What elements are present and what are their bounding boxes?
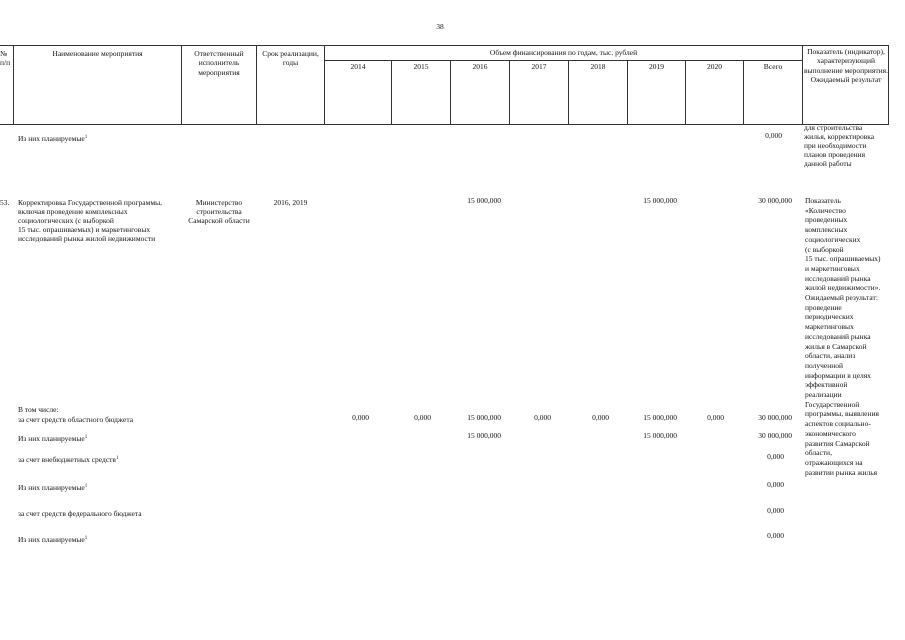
indicator-line: области, анализ: [805, 351, 856, 361]
regional-2018: 0,000: [592, 413, 609, 422]
indicator-line: полученной: [805, 360, 844, 370]
regional-total: 30 000,000: [758, 413, 792, 422]
indicator-line: аспектов социально-: [805, 419, 871, 429]
planned1-2019: 15 000,000: [643, 431, 677, 440]
item-2016: 15 000,000: [467, 196, 501, 205]
indicator-line: комплексных: [805, 225, 848, 235]
planned2-total: 0,000: [767, 480, 784, 489]
year-2020: 2020: [707, 62, 722, 71]
year-2014: 2014: [350, 62, 366, 71]
federal-label: за счет средств федерального бюджета: [18, 509, 142, 518]
indicator-line: Ожидаемый результат:: [805, 293, 878, 302]
item-term: 2016, 2019: [273, 198, 308, 207]
indicator-line: информации в целях: [805, 370, 871, 380]
header-name: Наименование мероприятия: [52, 49, 143, 58]
item-2019: 15 000,000: [643, 196, 677, 205]
planned1-total: 30 000,000: [758, 431, 792, 440]
indicator-line: при необходимости: [804, 141, 867, 150]
indicator-line: и маркетинговых: [805, 263, 860, 273]
indicator-line: экономического: [805, 428, 856, 438]
indicator-line: социологических: [805, 234, 861, 244]
planned1-2016: 15 000,000: [467, 431, 501, 440]
year-total: Всего: [763, 62, 783, 71]
indicator-line: периодических: [805, 312, 854, 322]
indicator-line: Государственной: [805, 399, 860, 409]
indicator-line: маркетинговых: [805, 322, 854, 332]
indicator-line: отражающихся на: [805, 457, 863, 467]
indicator-line: данной работы: [804, 159, 852, 168]
indicator-line: исследований рынка: [805, 331, 871, 341]
planned3-label: Из них планируемые$^1$: [18, 535, 88, 544]
indicator-line: для строительства: [804, 123, 863, 132]
regional-label: за счет средств областного бюджета: [18, 415, 134, 424]
indicator-line: области,: [805, 448, 832, 458]
responsible-line: Самарской области: [188, 216, 250, 225]
item-name-line: Корректировка Государственной программы,: [18, 198, 163, 207]
header-term: Срок реализации, годы: [262, 49, 319, 68]
header-volume: Объем финансирования по годам, тыс. рублей: [489, 48, 638, 57]
top-planned-label: Из них планируемые$^1$: [18, 134, 88, 143]
indicator-line: развития Самарской: [805, 438, 870, 448]
year-2017: 2017: [531, 62, 547, 71]
item-name-line: социологических (с выборкой: [18, 216, 114, 225]
regional-2017: 0,000: [534, 413, 551, 422]
indicator-line: жилой недвижимости».: [805, 283, 881, 293]
regional-2019: 15 000,000: [643, 413, 677, 422]
item-number: 53.: [0, 198, 10, 207]
regional-2014: 0,000: [352, 413, 369, 422]
indicator-line: (с выборкой: [805, 244, 844, 254]
indicator-line: жилья, корректировка: [804, 132, 875, 141]
item-name-line: исследований рынка жилой недвижимости: [18, 234, 156, 243]
federal-total: 0,000: [767, 506, 784, 515]
indicator-line: эффективной: [805, 380, 848, 390]
incl-label: В том числе:: [18, 405, 59, 414]
indicator-line: 15 тыс. опрашиваемых): [805, 254, 881, 264]
header-indicator: Показатель (индикатор), характеризующий выполнение мероприятия. Ожидаемый результат: [804, 47, 888, 84]
indicator-line: развитии рынка жилья: [805, 467, 878, 477]
planned1-label: Из них планируемые$^1$: [18, 434, 88, 443]
regional-2015: 0,000: [414, 413, 431, 422]
item-total: 30 000,000: [758, 196, 792, 205]
extra-label: за счет внебюджетных средств$^1$: [18, 455, 119, 464]
year-2016: 2016: [472, 62, 488, 71]
year-2015: 2015: [413, 62, 429, 71]
header-num: № п/п: [0, 49, 11, 68]
planned3-total: 0,000: [767, 531, 784, 540]
regional-2016: 15 000,000: [467, 413, 501, 422]
regional-2020: 0,000: [707, 413, 724, 422]
year-2018: 2018: [590, 62, 606, 71]
page-number: 38: [436, 22, 444, 31]
item-name-line: включая проведение комплексных: [18, 207, 128, 216]
header-responsible: Ответственный исполнитель мероприятия: [194, 49, 244, 77]
indicator-line: исследований рынка: [805, 273, 871, 283]
item-name-line: 15 тыс. опрашиваемых) и маркетинговых: [18, 225, 151, 234]
indicator-line: «Количество: [805, 205, 846, 215]
indicator-line: проведенных: [805, 215, 848, 225]
extra-total: 0,000: [767, 452, 784, 461]
responsible-line: Министерство: [195, 198, 243, 207]
indicator-line: жилья в Самарской: [805, 341, 867, 351]
top-planned-total: 0,000: [765, 131, 782, 140]
responsible-line: строительства: [196, 207, 242, 216]
planned2-label: Из них планируемые$^1$: [18, 483, 88, 492]
indicator-line: планов проведения: [804, 150, 866, 159]
indicator-line: программы, выявления: [805, 409, 879, 419]
indicator-line: Показатель: [805, 196, 841, 205]
year-2019: 2019: [649, 62, 664, 71]
indicator-line: реализации: [805, 390, 842, 399]
indicator-line: проведение: [805, 302, 842, 312]
